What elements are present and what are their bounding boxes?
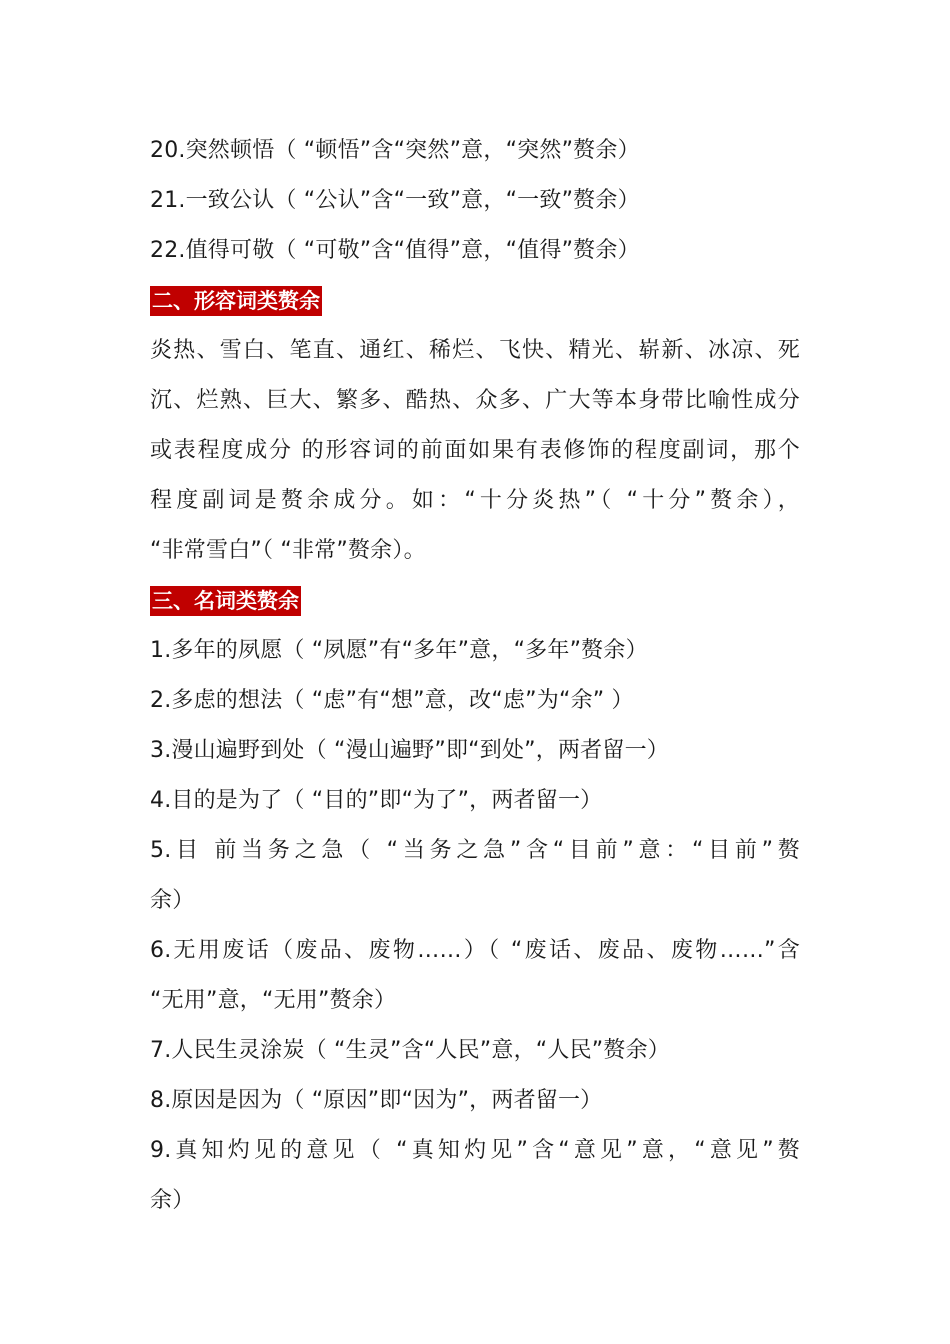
paragraph-line: 程度副词是赘余成分。如：“十分炎热”（ “十分”赘余）， [150, 488, 800, 513]
list-item: 22.值得可敬（ “可敬”含“值得”意，“值得”赘余） [150, 238, 640, 263]
list-item: 5.目 前当务之急（ “当务之急”含“目前”意：“目前”赘 [150, 838, 800, 863]
list-item-continuation: 余） [150, 1188, 195, 1213]
paragraph-line: 沉、烂熟、巨大、繁多、酷热、众多、广大等本身带比喻性成分 [150, 388, 800, 413]
list-item: 3.漫山遍野到处（ “漫山遍野”即“到处”，两者留一） [150, 738, 669, 763]
list-item: 1.多年的夙愿（ “夙愿”有“多年”意，“多年”赘余） [150, 638, 648, 663]
section-heading-noun: 三、名词类赘余 [150, 586, 301, 616]
list-item: 2.多虑的想法（ “虑”有“想”意，改“虑”为“余” ） [150, 688, 634, 713]
paragraph-line: 炎热、雪白、笔直、通红、稀烂、飞快、精光、崭新、冰凉、死 [150, 338, 800, 363]
list-item: 20.突然顿悟（ “顿悟”含“突然”意，“突然”赘余） [150, 138, 640, 163]
section-heading-row [150, 576, 800, 626]
list-item: 21.一致公认（ “公认”含“一致”意，“一致”赘余） [150, 188, 640, 213]
list-item: 9.真知灼见的意见（ “真知灼见”含“意见”意，“意见”赘 [150, 1138, 800, 1163]
list-item: 7.人民生灵涂炭（ “生灵”含“人民”意，“人民”赘余） [150, 1038, 670, 1063]
section-heading-adjective: 二、形容词类赘余 [150, 286, 322, 316]
list-item-continuation: “无用”意，“无用”赘余） [150, 988, 397, 1013]
section-heading-row [150, 276, 800, 326]
paragraph-line: 或表程度成分 的形容词的前面如果有表修饰的程度副词，那个 [150, 438, 800, 463]
document-body [150, 126, 800, 1226]
list-item: 8.原因是因为（ “原因”即“因为”，两者留一） [150, 1088, 603, 1113]
list-item: 6.无用废话（废品、废物……）（ “废话、废品、废物……”含 [150, 938, 800, 963]
list-item-continuation: 余） [150, 888, 195, 913]
paragraph-line: “非常雪白”（ “非常”赘余）。 [150, 538, 426, 563]
list-item: 4.目的是为了（ “目的”即“为了”，两者留一） [150, 788, 603, 813]
